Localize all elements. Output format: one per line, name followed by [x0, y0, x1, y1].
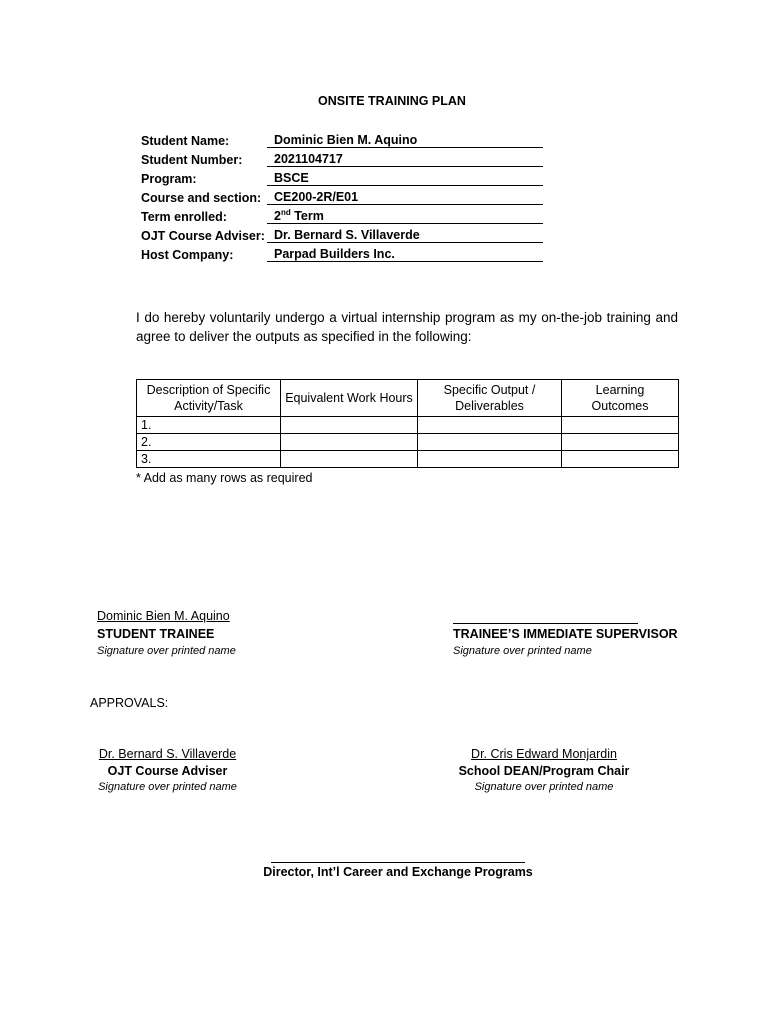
info-row-student-number	[141, 148, 543, 167]
dean-role: School DEAN/Program Chair	[458, 764, 630, 778]
info-label: Student Number:	[141, 152, 243, 167]
info-value: BSCE	[267, 167, 543, 186]
info-label: Host Company:	[141, 247, 234, 262]
row-number: 2.	[137, 434, 281, 451]
supervisor-caption: Signature over printed name	[453, 645, 592, 657]
student-role: STUDENT TRAINEE	[97, 627, 215, 641]
header-description: Description of Specific Activity/Task	[137, 380, 281, 417]
table-row	[137, 417, 679, 434]
info-value: 2021104717	[267, 148, 543, 167]
info-value	[267, 205, 543, 224]
info-label: Course and section:	[141, 190, 262, 205]
adviser-block	[90, 747, 245, 793]
info-value: Dr. Bernard S. Villaverde	[267, 224, 543, 243]
info-label: Term enrolled:	[141, 209, 227, 224]
student-printed-name: Dominic Bien M. Aquino	[97, 609, 230, 623]
dean-caption: Signature over printed name	[474, 781, 614, 793]
table-row	[137, 434, 679, 451]
outputs-header-row	[137, 380, 679, 417]
director-role: Director, Int’l Career and Exchange Programs	[263, 865, 533, 879]
dean-block	[455, 747, 633, 793]
page-title: ONSITE TRAINING PLAN	[318, 94, 466, 108]
approvals-label: APPROVALS:	[90, 696, 169, 710]
agreement-paragraph: I do hereby voluntarily undergo a virtual internship program as my on-the-job training and agree to deliver the outputs as specified in the following:	[136, 310, 678, 344]
term-number: 2	[274, 209, 281, 223]
header-output: Specific Output / Deliverables	[418, 380, 562, 417]
info-row-course-section	[141, 186, 543, 205]
header-learning-outcomes: Learning Outcomes	[562, 380, 679, 417]
table-note: * Add as many rows as required	[136, 471, 313, 485]
adviser-caption: Signature over printed name	[98, 781, 237, 793]
info-row-term	[141, 205, 543, 224]
info-value: Parpad Builders Inc.	[267, 243, 543, 262]
info-label: Program:	[141, 171, 197, 186]
table-row	[137, 451, 679, 468]
student-caption: Signature over printed name	[97, 645, 236, 657]
info-value: Dominic Bien M. Aquino	[267, 127, 543, 148]
info-label: OJT Course Adviser:	[141, 228, 265, 243]
info-row-host-company	[141, 243, 543, 262]
row-number: 1.	[137, 417, 281, 434]
term-suffix: Term	[290, 209, 324, 223]
supervisor-signature-line	[453, 623, 638, 624]
info-row-program	[141, 167, 543, 186]
dean-printed-name: Dr. Cris Edward Monjardin	[471, 747, 617, 761]
header-work-hours: Equivalent Work Hours	[281, 380, 418, 417]
info-value: CE200-2R/E01	[267, 186, 543, 205]
supervisor-role: TRAINEE’S IMMEDIATE SUPERVISOR	[453, 627, 678, 641]
adviser-role: OJT Course Adviser	[107, 764, 228, 778]
outputs-table	[136, 379, 679, 468]
info-row-student-name	[141, 127, 543, 148]
director-signature-line	[271, 862, 525, 863]
term-ordinal: nd	[280, 207, 291, 217]
row-number: 3.	[137, 451, 281, 468]
adviser-printed-name: Dr. Bernard S. Villaverde	[98, 747, 237, 761]
info-label: Student Name:	[141, 133, 230, 148]
student-info-table	[141, 127, 543, 262]
info-row-adviser	[141, 224, 543, 243]
